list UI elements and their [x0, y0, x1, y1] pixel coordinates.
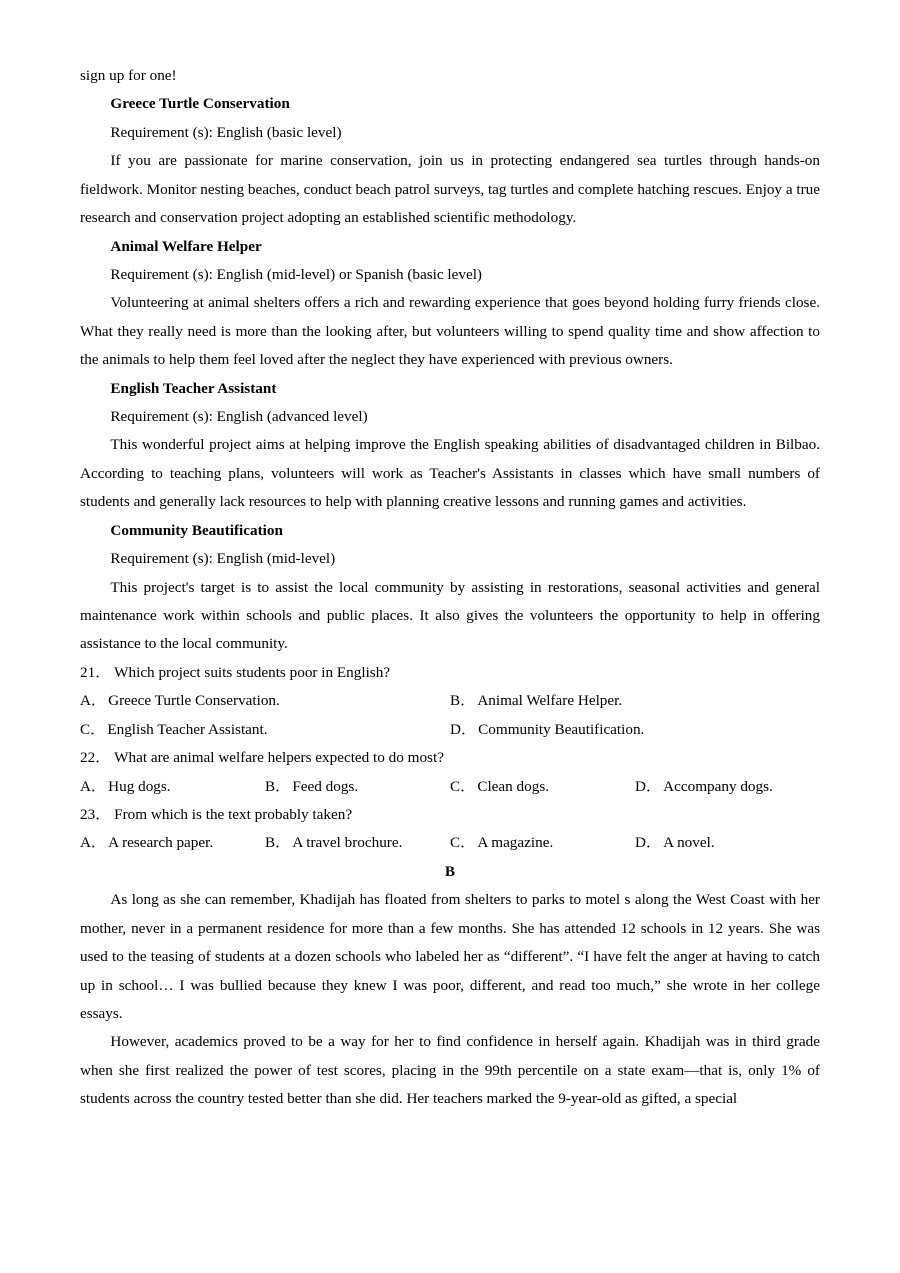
section-requirement-animal-welfare-helper: Requirement (s): English (mid-level) or Spanish (basic level) — [110, 265, 482, 283]
section-marker-b: B — [444, 862, 456, 880]
question-21 — [80, 659, 820, 687]
question-21-option-b-label: B． — [450, 692, 476, 710]
document-body — [80, 62, 820, 1114]
question-21-number: 21． — [80, 663, 111, 681]
question-22-option-b-text: Feed dogs. — [292, 777, 359, 795]
question-22-option-b-label: B． — [265, 777, 291, 795]
question-23-option-b[interactable] — [265, 829, 450, 857]
question-22-option-c-text: Clean dogs. — [477, 777, 550, 795]
question-23-stem: From which is the text probably taken? — [114, 805, 353, 823]
section-heading-greece-turtle-conservation: Greece Turtle Conservation — [110, 95, 290, 113]
section-b-paragraph-2: However, academics proved to be a way for her to find confidence in herself again. Khadijah was in third grade when she first realized the power of test scores, placing in the 99th percentile on a state exam—that is, only 1% of students across the country tested better than she did. Her teachers marked the 9-year-old as gifted, a special — [80, 1033, 820, 1108]
question-23-option-b-text: A travel brochure. — [292, 834, 403, 852]
question-22-option-d[interactable] — [635, 773, 820, 801]
section-body-greece-turtle-conservation: If you are passionate for marine conservation, join us in protecting endangered sea turtles through hands-on fieldwork. Monitor nesting beaches, conduct beach patrol surveys, tag turtles and complete hatching rescues. Enjoy a true research and conservation project adopting an established scientific methodology. — [80, 152, 820, 227]
question-21-option-d[interactable] — [450, 716, 820, 744]
question-22-option-d-label: D． — [635, 777, 662, 795]
section-requirement-english-teacher-assistant: Requirement (s): English (advanced level) — [110, 408, 368, 426]
section-heading-english-teacher-assistant: English Teacher Assistant — [110, 379, 277, 397]
section-body-english-teacher-assistant: This wonderful project aims at helping improve the English speaking abilities of disadvantaged children in Bilbao. According to teaching plans, volunteers will work as Teacher's Assistants in classes which have small numbers of students and generally lack resources to help with planning creative lessons and running games and activities. — [80, 436, 820, 511]
question-22-stem: What are animal welfare helpers expected to do most? — [114, 749, 444, 767]
question-23-option-b-label: B． — [265, 834, 291, 852]
question-22-option-a-label: A． — [80, 777, 107, 795]
question-21-option-c-text: English Teacher Assistant. — [107, 720, 268, 738]
section-requirement-greece-turtle-conservation: Requirement (s): English (basic level) — [110, 123, 342, 141]
question-22-option-c-label: C． — [450, 777, 476, 795]
question-23-option-c-text: A magazine. — [477, 834, 554, 852]
section-heading-animal-welfare-helper: Animal Welfare Helper — [110, 237, 262, 255]
section-b-paragraph-1: As long as she can remember, Khadijah has floated from shelters to parks to motel s along the West Coast with her mother, never in a permanent residence for more than a few months. She has attended 12 schools in 12 years. She was used to the teasing of students at a dozen schools who labeled her as “different”. “I have felt the anger at having to catch up in school… I was bullied because they knew I was poor, different, and read too much,” she wrote in her college essays. — [80, 891, 820, 1022]
question-23-option-d-text: A novel. — [663, 834, 715, 852]
question-22 — [80, 744, 820, 772]
question-21-option-b-text: Animal Welfare Helper. — [477, 692, 623, 710]
question-22-option-a-text: Hug dogs. — [108, 777, 171, 795]
question-23-option-d[interactable] — [635, 829, 820, 857]
section-body-community-beautification: This project's target is to assist the local community by assisting in restorations, seasonal activities and general maintenance work within schools and public places. It also gives the volunteers the opportunity to help in offering assistance to the local community. — [80, 578, 820, 653]
question-23 — [80, 801, 820, 829]
question-21-option-d-text: Community Beautification. — [478, 720, 645, 738]
question-21-option-d-label: D． — [450, 720, 477, 738]
section-requirement-community-beautification: Requirement (s): English (mid-level) — [110, 550, 336, 568]
question-22-option-b[interactable] — [265, 773, 450, 801]
question-22-option-c[interactable] — [450, 773, 635, 801]
question-23-option-c-label: C． — [450, 834, 476, 852]
question-21-option-c-label: C． — [80, 720, 106, 738]
question-21-option-a-label: A． — [80, 692, 107, 710]
question-23-options-row — [80, 829, 820, 857]
question-23-option-a[interactable] — [80, 829, 265, 857]
question-21-option-b[interactable] — [450, 687, 820, 715]
question-21-options-row-2 — [80, 716, 820, 744]
question-23-option-a-text: A research paper. — [108, 834, 214, 852]
question-23-number: 23． — [80, 805, 111, 823]
question-21-option-a[interactable] — [80, 687, 450, 715]
question-21-option-a-text: Greece Turtle Conservation. — [108, 692, 280, 710]
question-22-option-a[interactable] — [80, 773, 265, 801]
question-23-option-a-label: A． — [80, 834, 107, 852]
question-21-options-row-1 — [80, 687, 820, 715]
section-body-animal-welfare-helper: Volunteering at animal shelters offers a rich and rewarding experience that goes beyond holding furry friends close. What they really need is more than the looking after, but volunteers willing to spend quality time and show affection to the animals to help them feel loved after the neglect they have experienced with previous owners. — [80, 294, 820, 369]
question-21-option-c[interactable] — [80, 716, 450, 744]
question-22-options-row — [80, 773, 820, 801]
top-continuation-line: sign up for one! — [80, 67, 177, 84]
question-23-option-c[interactable] — [450, 829, 635, 857]
question-22-number: 22． — [80, 749, 111, 767]
section-heading-community-beautification: Community Beautification — [110, 521, 283, 539]
question-23-option-d-label: D． — [635, 834, 662, 852]
question-21-stem: Which project suits students poor in English? — [114, 663, 391, 681]
question-22-option-d-text: Accompany dogs. — [663, 777, 773, 795]
